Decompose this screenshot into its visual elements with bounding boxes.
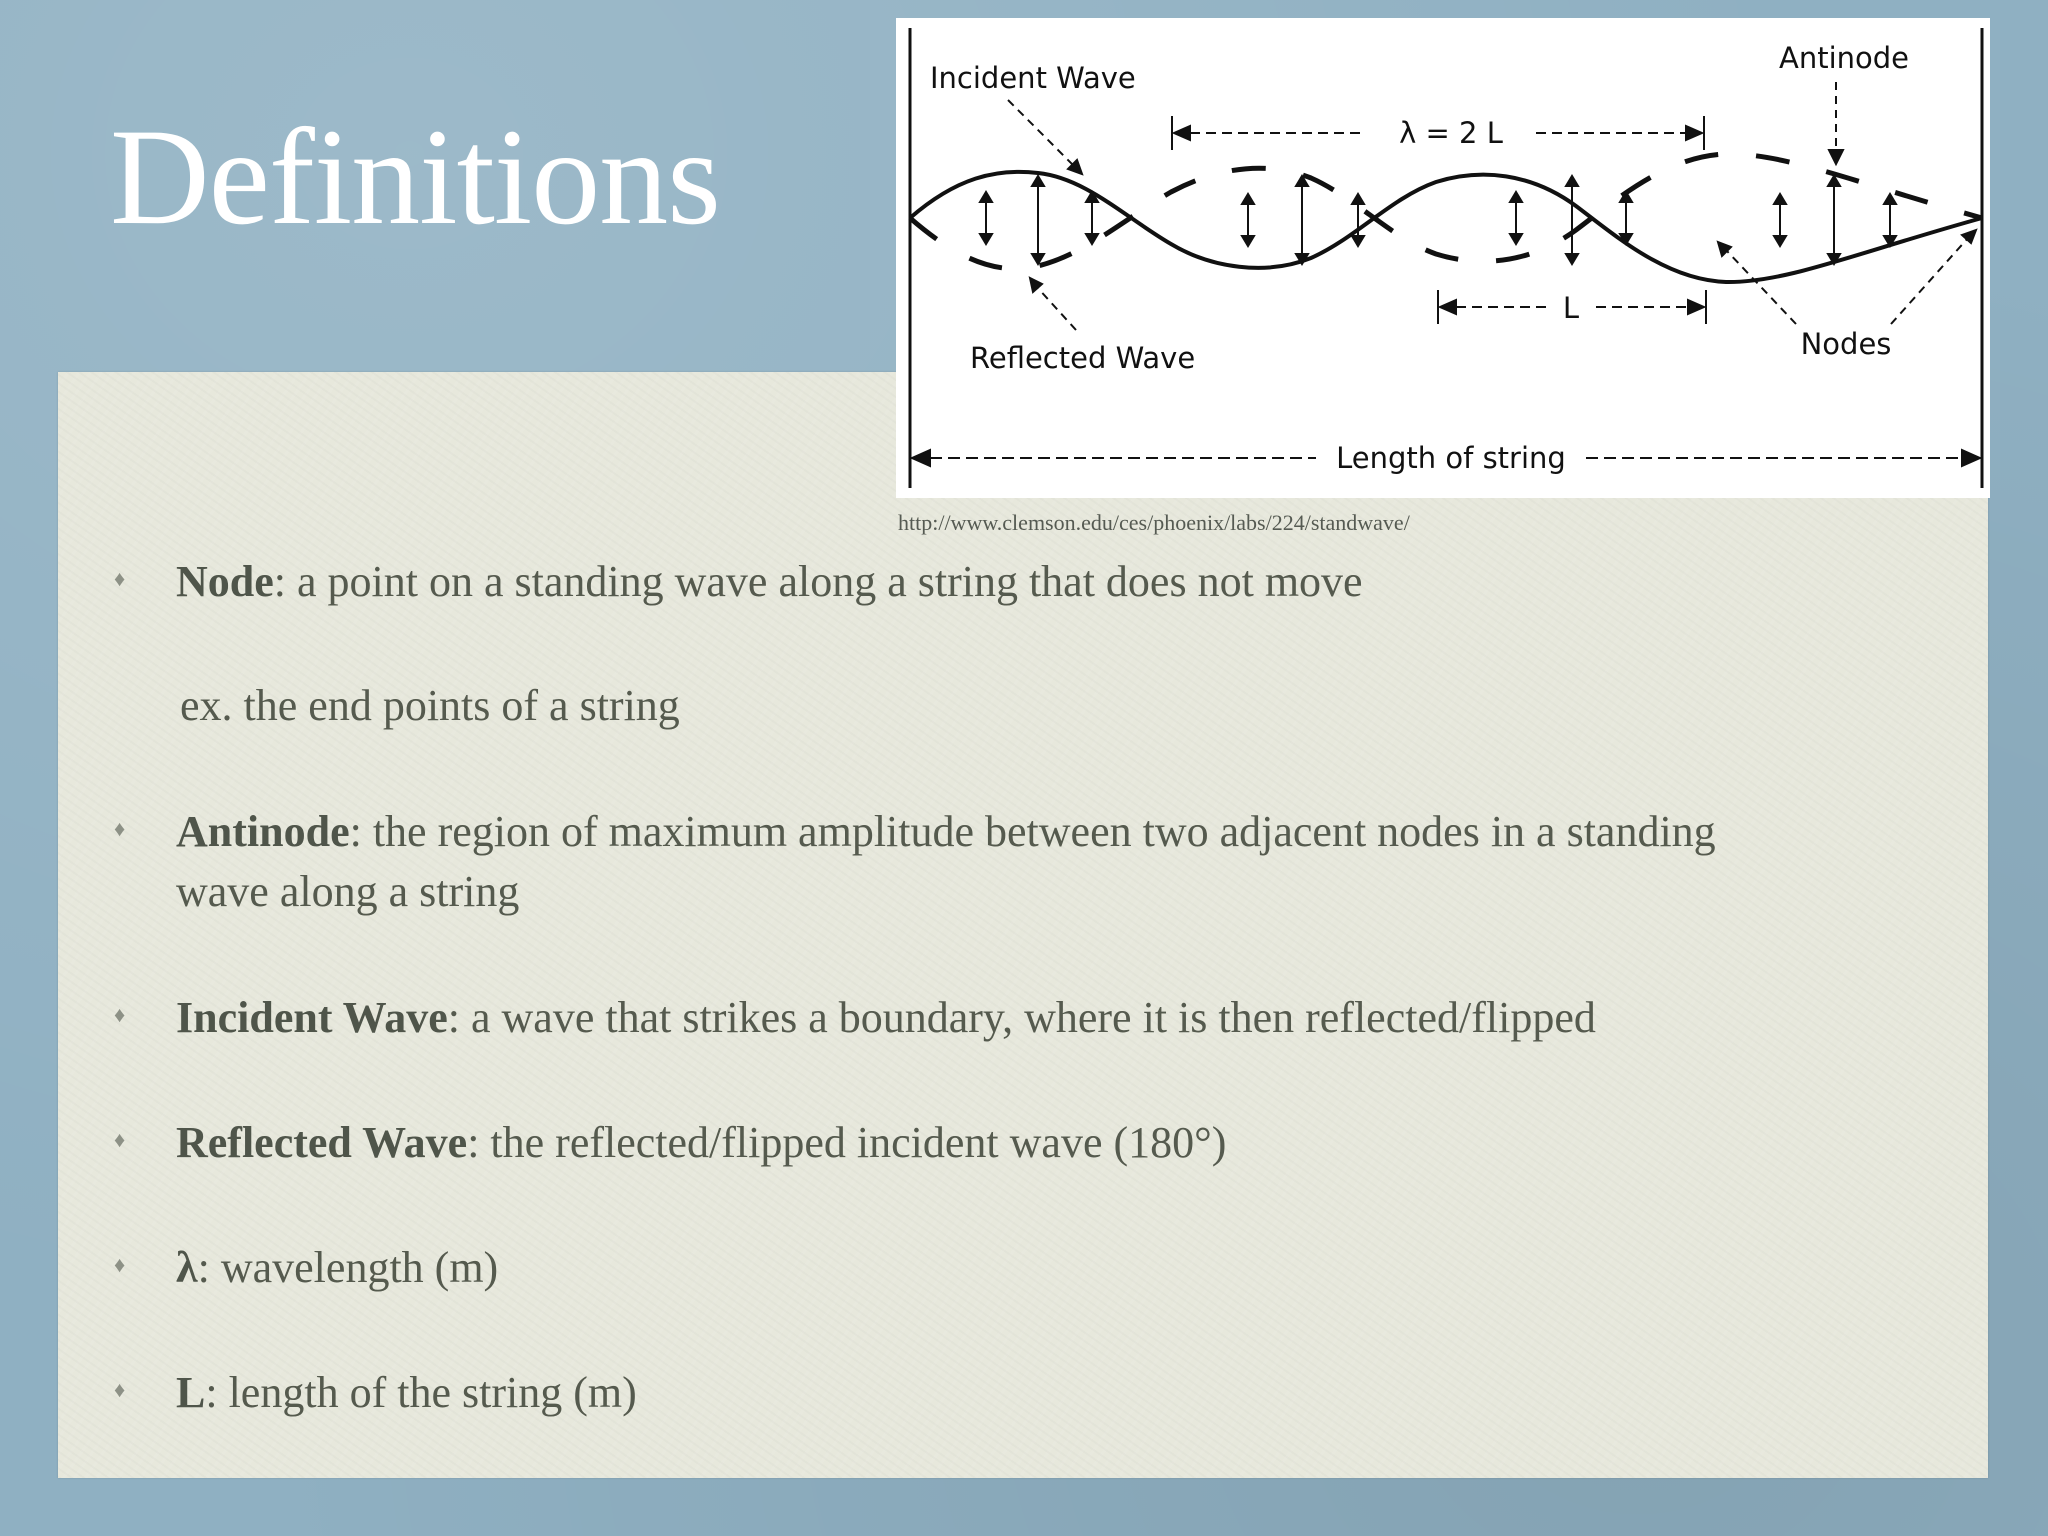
bullet-icon: ♦	[114, 1127, 126, 1152]
nodes-pointers	[1718, 230, 1976, 324]
term-antinode: Antinode	[176, 807, 350, 856]
definition-reflected-wave-text: : the reflected/flipped incident wave (180°)	[467, 1118, 1227, 1167]
node-example: ex. the end points of a string	[180, 681, 680, 730]
content-panel	[58, 372, 1988, 1478]
definition-incident-wave-text: : a wave that strikes a boundary, where it is then reflected/flipped	[447, 993, 1596, 1042]
definition-incident-wave	[114, 988, 1816, 1048]
incident-wave-label: Incident Wave	[930, 61, 1136, 95]
antinode-label: Antinode	[1778, 41, 1910, 75]
length-of-string-label: Length of string	[1336, 441, 1566, 475]
term-wavelength: λ	[176, 1243, 198, 1292]
source-citation: http://www.clemson.edu/ces/phoenix/labs/224/standwave/	[898, 510, 1410, 535]
definition-length-text: : length of the string (m)	[205, 1368, 637, 1417]
definition-antinode	[114, 802, 1816, 922]
definition-length	[114, 1363, 1816, 1423]
standing-wave-diagram	[896, 18, 1990, 498]
bullet-icon: ♦	[114, 566, 126, 591]
definition-node-text: : a point on a standing wave along a string that does not move	[273, 557, 1363, 606]
term-length: L	[176, 1368, 206, 1417]
bullet-icon: ♦	[114, 816, 126, 841]
half-wavelength-label: L	[1562, 291, 1580, 325]
antinode-pointer	[1829, 82, 1843, 164]
bullet-icon: ♦	[114, 1252, 126, 1277]
definition-wavelength-text: : wavelength (m)	[197, 1243, 499, 1292]
reflected-wave-label: Reflected Wave	[970, 341, 1196, 375]
term-incident-wave: Incident Wave	[176, 993, 448, 1042]
bullet-icon: ♦	[114, 1377, 126, 1402]
definition-node	[114, 552, 1816, 612]
incident-wave	[910, 172, 1982, 282]
reflected-wave-pointer	[1030, 278, 1076, 330]
displacement-arrows	[980, 176, 1896, 264]
incident-wave-pointer	[1008, 100, 1082, 174]
term-reflected-wave: Reflected Wave	[176, 1118, 468, 1167]
standing-wave-svg	[896, 18, 1990, 498]
definition-reflected-wave	[114, 1113, 1816, 1173]
wavelength-label: λ = 2 L	[1399, 116, 1503, 150]
nodes-label: Nodes	[1800, 327, 1892, 361]
definition-wavelength	[114, 1238, 1816, 1298]
term-node: Node	[176, 557, 274, 606]
reflected-wave	[910, 154, 1982, 269]
slide-title: Definitions	[110, 100, 720, 253]
bullet-icon: ♦	[114, 1002, 126, 1027]
definition-antinode-text: : the region of maximum amplitude between two adjacent nodes in a standing wave along a string	[176, 807, 1716, 916]
